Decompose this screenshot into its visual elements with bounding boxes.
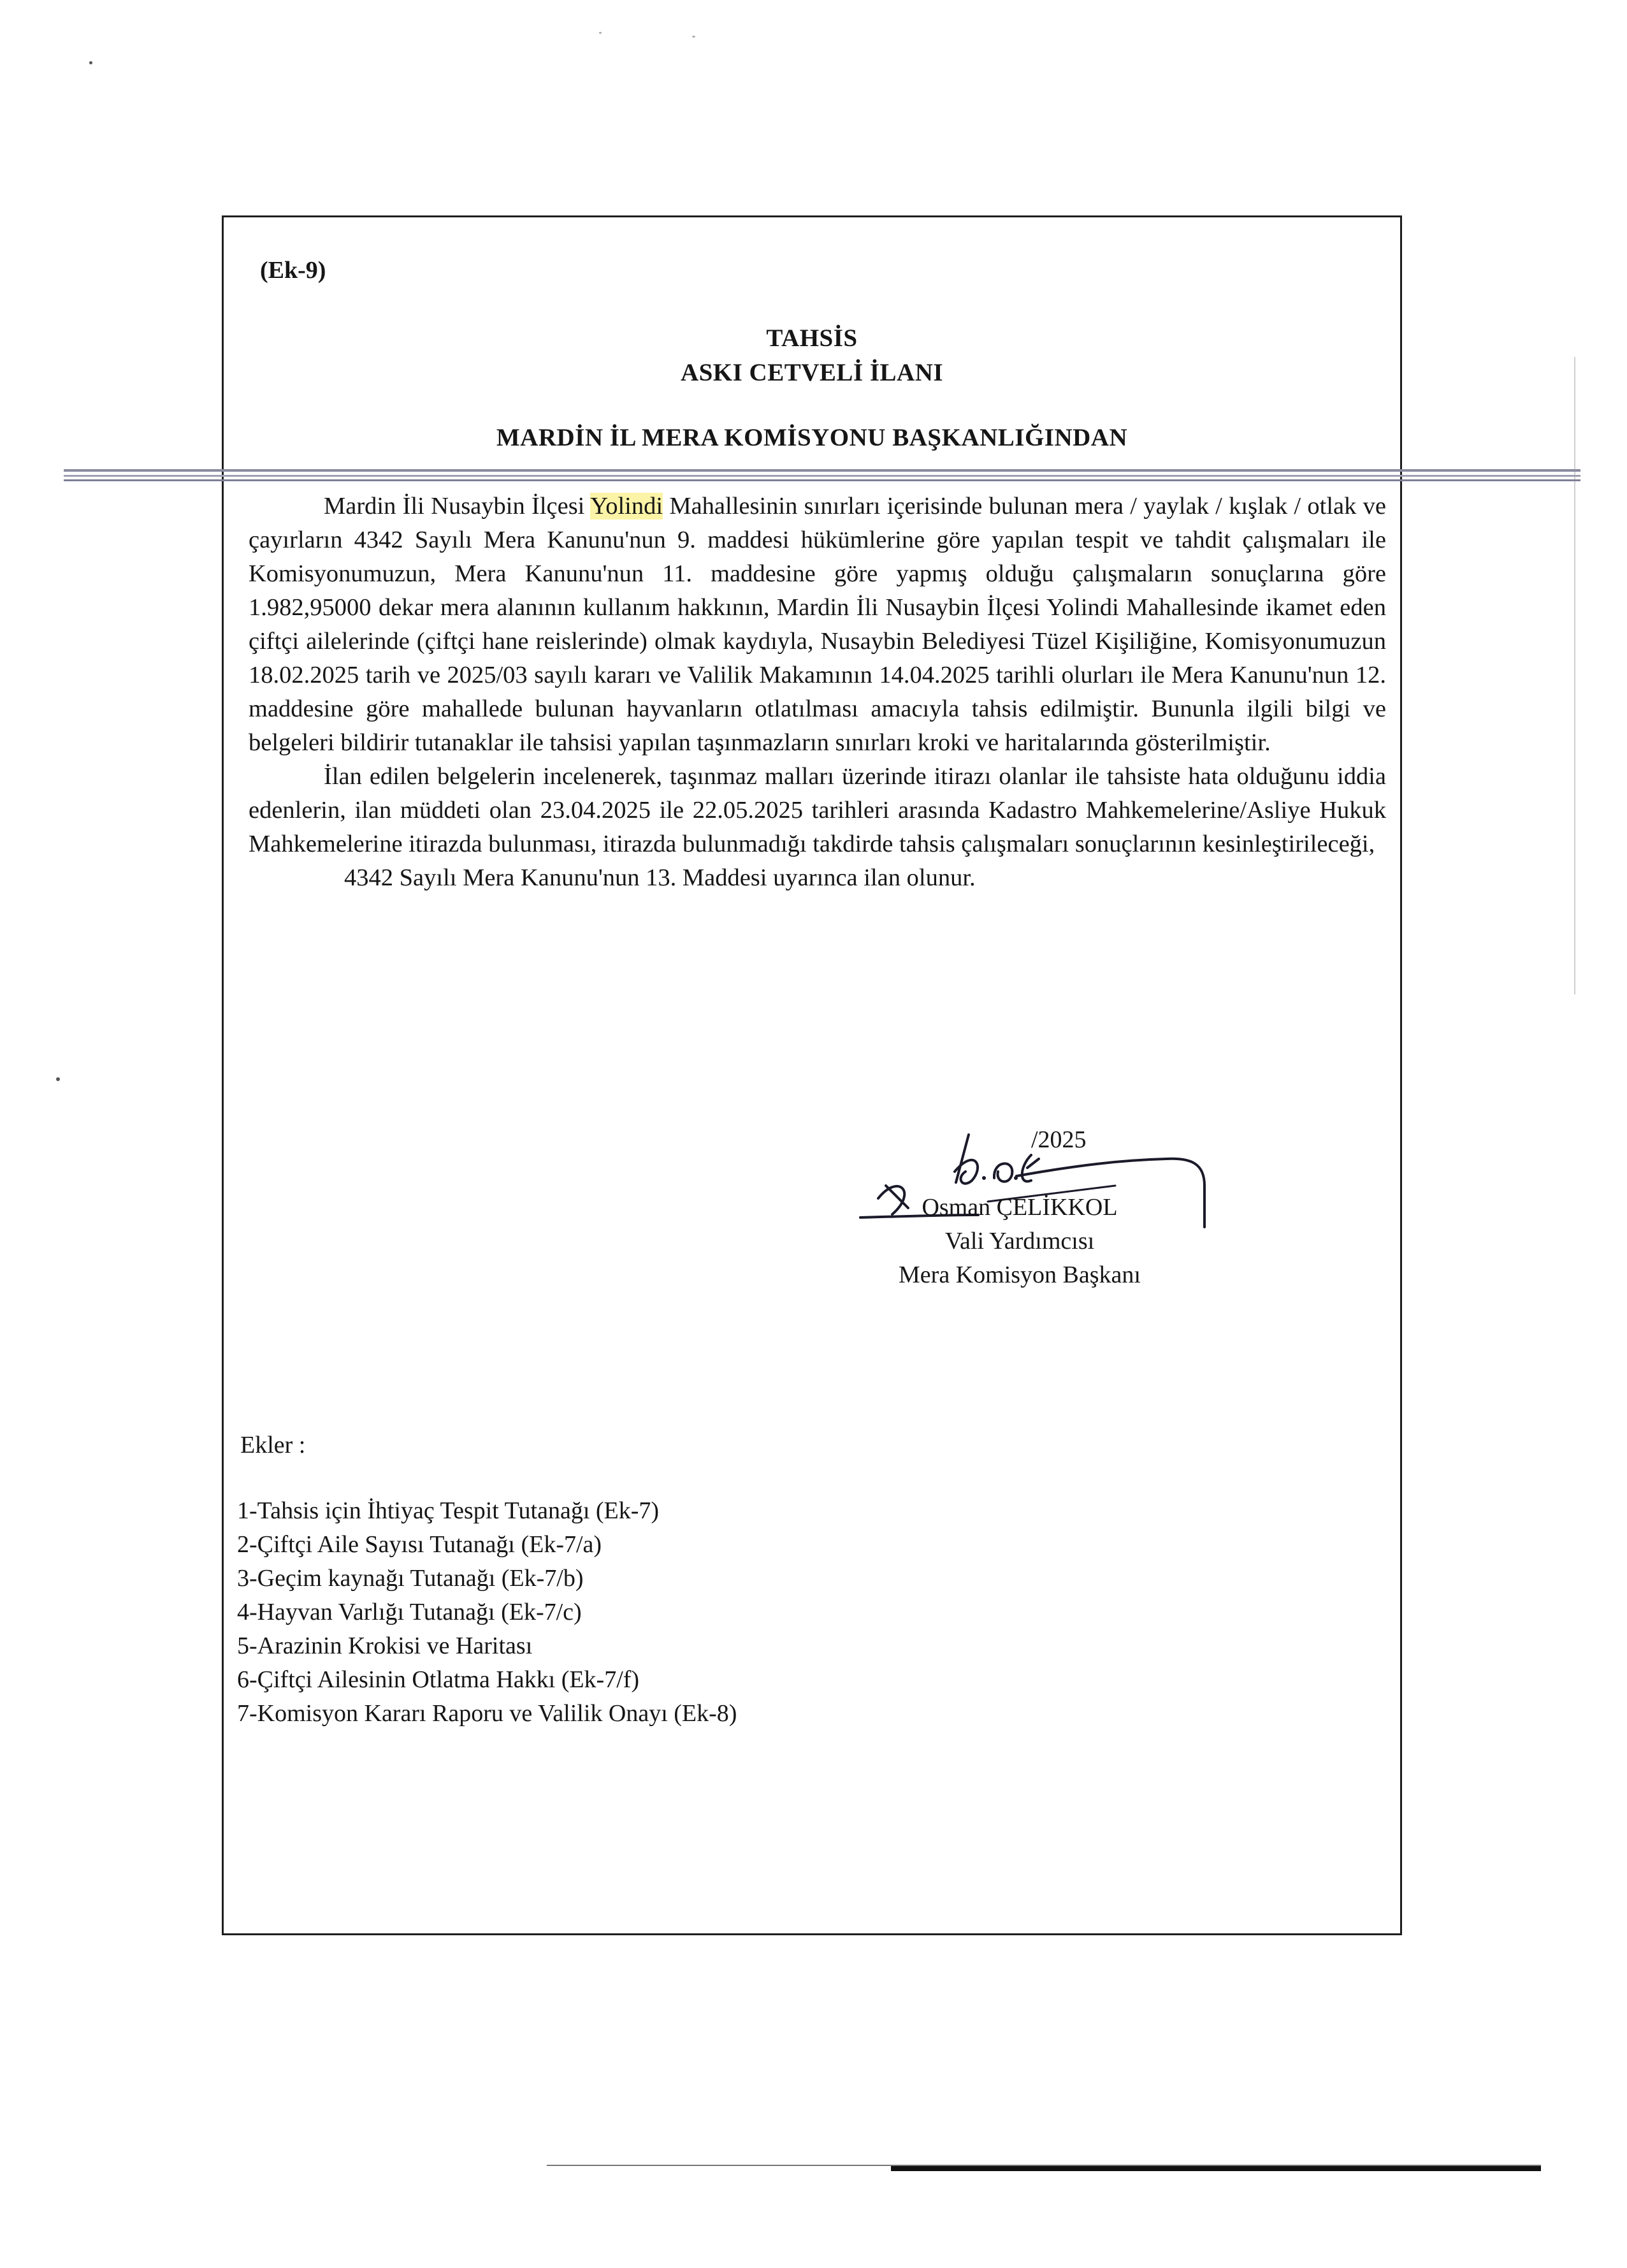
issuer-heading: MARDİN İL MERA KOMİSYONU BAŞKANLIĞINDAN	[496, 424, 1128, 451]
scan-speck	[599, 32, 602, 34]
attachment-item: 7-Komisyon Kararı Raporu ve Valilik Onayı (Ek-8)	[237, 1700, 737, 1727]
attachment-item: 3-Geçim kaynağı Tutanağı (Ek-7/b)	[237, 1565, 584, 1592]
paragraph-1	[249, 490, 1386, 760]
signatory-role: Vali Yardımcısı	[944, 1228, 1095, 1254]
attachment-item: 4-Hayvan Varlığı Tutanağı (Ek-7/c)	[237, 1599, 582, 1625]
attachments-list	[237, 1494, 737, 1731]
scan-divider-rule	[64, 469, 1580, 486]
scan-speck	[89, 61, 92, 64]
attachment-item: 2-Çiftçi Aile Sayısı Tutanağı (Ek-7/a)	[237, 1531, 602, 1558]
scan-edge-mark	[1574, 357, 1575, 994]
title-line-2: ASKI CETVELİ İLANI	[680, 359, 944, 386]
attachment-item: 6-Çiftçi Ailesinin Otlatma Hakkı (Ek-7/f)	[237, 1666, 640, 1693]
title-line-1: TAHSİS	[766, 324, 858, 352]
scan-speck	[56, 1077, 60, 1081]
bottom-scan-rule	[547, 2165, 1541, 2171]
signatory-block	[854, 1191, 1185, 1292]
attachment-item: 1-Tahsis için İhtiyaç Tespit Tutanağı (Ek-7)	[237, 1497, 660, 1524]
signatory-title: Mera Komisyon Başkanı	[899, 1261, 1141, 1288]
attachment-item: 5-Arazinin Krokisi ve Haritası	[237, 1632, 533, 1659]
scan-speck	[692, 36, 695, 38]
attachments-heading: Ekler :	[240, 1432, 306, 1458]
announcement-body	[249, 490, 1386, 895]
signature-date: /2025	[1031, 1126, 1087, 1153]
signatory-name: Osman ÇELİKKOL	[922, 1194, 1118, 1221]
paragraph-1-start: Mardin İli Nusaybin İlçesi	[324, 493, 591, 520]
paragraph-3: 4342 Sayılı Mera Kanunu'nun 13. Maddesi uyarınca ilan olunur.	[344, 864, 976, 891]
highlighted-neighborhood: Yolindi	[590, 493, 663, 520]
paragraph-2: İlan edilen belgelerin incelenerek, taşınmaz malları üzerinde itirazı olanlar ile tahsiste hata olduğunu iddia edenlerin, ilan müddeti olan 23.04.2025 ile 22.05.2025 tarihleri arasında Kadastro Mahkemelerine/Asliye Hukuk Mahkemelerine itirazda bulunması, itirazda bulunmadığı takdirde tahsis çalışmaları sonuçlarının kesinleştirileceği,	[249, 763, 1386, 857]
paragraph-1-rest: Mahallesinin sınırları içerisinde bulunan mera / yaylak / kışlak / otlak ve çayırların 4342 Sayılı Mera Kanunu'nun 9. maddesi hükümlerine göre yapılan tespit ve tahdit çalışmaları ile Komisyonumuzun, Mera Kanunu'nun 11. maddesine göre yapmış olduğu çalışmaların sonuçlarına göre 1.982,95000 dekar mera alanının kullanım hakkının, Mardin İli Nusaybin İlçesi Yolindi Mahallesinde ikamet eden çiftçi ailelerinde (çiftçi hane reislerinde) olmak kaydıyla, Nusaybin Belediyesi Tüzel Kişiliğine, Komisyonumuzun 18.02.2025 tarih ve 2025/03 sayılı kararı ve Valilik Makamının 14.04.2025 tarihli olurları ile Mera Kanunu'nun 12. maddesine göre mahallede bulunan hayvanların otlatılması amacıyla tahsis edilmiştir. Bununla ilgili bilgi ve belgeleri bildirir tutanaklar ile tahsisi yapılan taşınmazların sınırları kroki ve haritalarında gösterilmiştir.	[249, 493, 1386, 756]
document-code: (Ek-9)	[260, 257, 326, 284]
